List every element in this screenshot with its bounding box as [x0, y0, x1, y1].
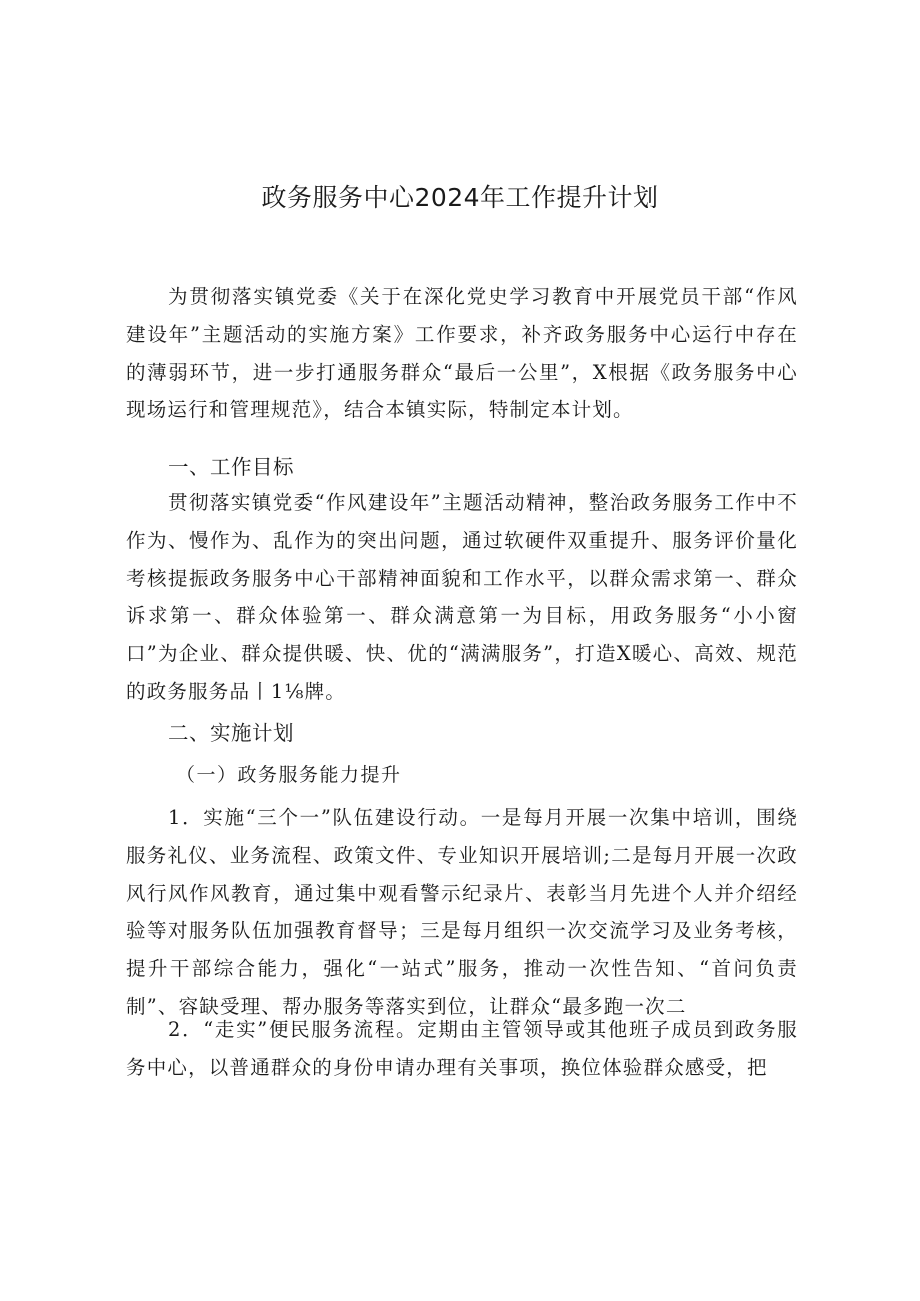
plan-item-1: 1．实施“三个一”队伍建设行动。一是每月开展一次集中培训，围绕服务礼仪、业务流程、政策文件、专业知识开展培训;二是每月开展一次政风行风作风教育，通过集中观看警示纪录片、表彰当月先进个人并介绍经验等对服务队伍加强教育督导；三是每月组织一次交流学习及业务考核，提升干部综合能力，强化“一站式”服务，推动一次性告知、“首问负责制”、容缺受理、帮办服务等落实到位，让群众“最多跑一次二	[126, 806, 798, 1018]
document-title: 政务服务中心2024年工作提升计划	[261, 183, 659, 212]
section-heading-goals: 一、工作目标	[168, 455, 294, 479]
goals-paragraph: 贯彻落实镇党委“作风建设年”主题活动精神，整治政务服务工作中不作为、慢作为、乱作为的突出问题，通过软硬件双重提升、服务评价量化考核提振政务服务中心干部精神面貌和工作水平，以群众需求第一、群众诉求第一、群众体验第一、群众满意第一为目标，用政务服务“小小窗口”为企业、群众提供暖、快、优的“满满服务”，打造X暖心、高效、规范的政务服务品丨1⅛牌。	[126, 491, 798, 703]
subsection-heading-capability: （一）政务服务能力提升	[176, 764, 402, 786]
plan-item-2: 2．“走实”便民服务流程。定期由主管领导或其他班子成员到政务服务中心，以普通群众的身份申请办理有关事项，换位体验群众感受，把	[126, 1018, 798, 1079]
intro-paragraph: 为贯彻落实镇党委《关于在深化党史学习教育中开展党员干部“作风建设年”主题活动的实施方案》工作要求，补齐政务服务中心运行中存在的薄弱环节，进一步打通服务群众“最后一公里”，X根据《政务服务中心现场运行和管理规范》，结合本镇实际，特制定本计划。	[126, 285, 798, 422]
section-heading-plan: 二、实施计划	[168, 721, 294, 745]
